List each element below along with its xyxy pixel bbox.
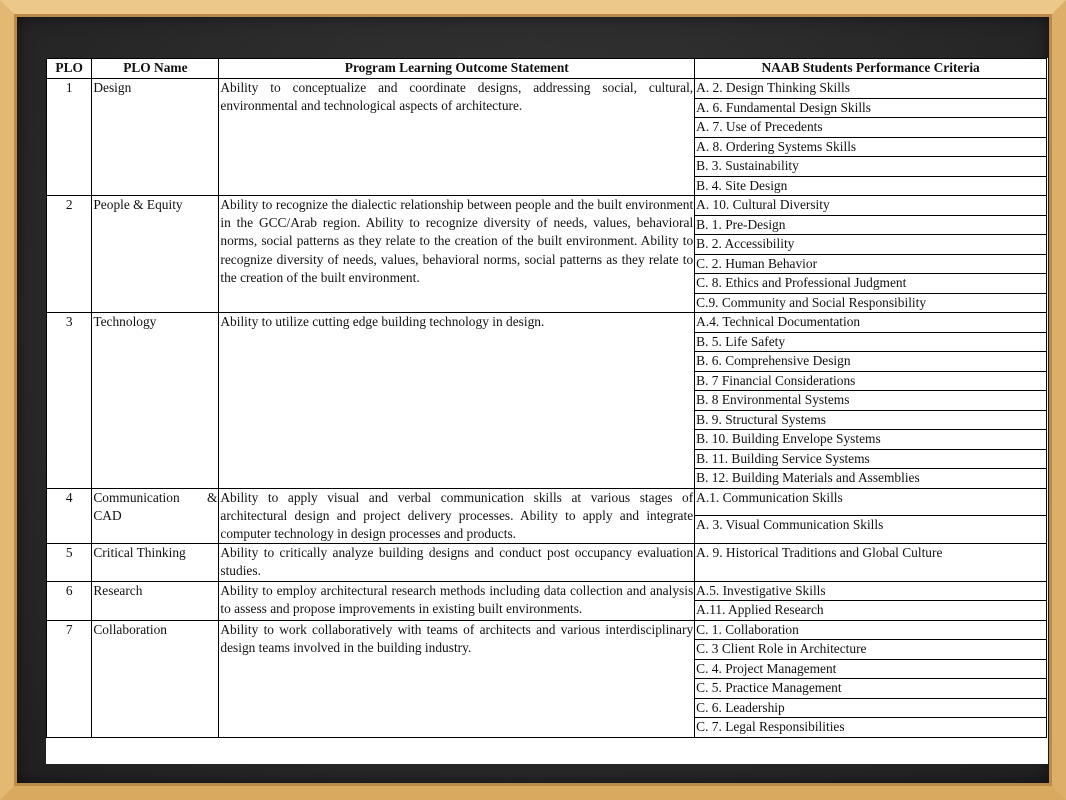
criteria-item: A.5. Investigative Skills: [695, 581, 1047, 601]
table-row: [47, 620, 1047, 640]
plo-statement: Ability to apply visual and verbal communication skills at various stages of architectural design and project delivery processes. Ability to apply and integrate computer technology in design processes and products.: [219, 488, 695, 544]
criteria-item: C. 3 Client Role in Architecture: [695, 640, 1047, 660]
plo-name: People & Equity: [92, 196, 219, 313]
plo-number: 6: [47, 581, 92, 620]
table-row: [47, 544, 1047, 581]
criteria-item: B. 8 Environmental Systems: [695, 391, 1047, 411]
header-plo: PLO: [47, 59, 92, 79]
plo-number: 5: [47, 544, 92, 581]
criteria-item: C. 4. Project Management: [695, 659, 1047, 679]
criteria-item: C.9. Community and Social Responsibility: [695, 293, 1047, 313]
plo-statement: Ability to critically analyze building designs and conduct post occupancy evaluation studies.: [219, 544, 695, 581]
plo-number: 1: [47, 79, 92, 196]
criteria-item: B. 5. Life Safety: [695, 332, 1047, 352]
plo-name: Critical Thinking: [92, 544, 219, 581]
criteria-item: B. 10. Building Envelope Systems: [695, 430, 1047, 450]
criteria-item: B. 3. Sustainability: [695, 157, 1047, 177]
criteria-item: C. 8. Ethics and Professional Judgment: [695, 274, 1047, 294]
table-row: [47, 196, 1047, 216]
criteria-item: A. 2. Design Thinking Skills: [695, 79, 1047, 99]
criteria-item: A. 7. Use of Precedents: [695, 118, 1047, 138]
plo-statement: Ability to utilize cutting edge building technology in design.: [219, 313, 695, 489]
plo-number: 7: [47, 620, 92, 737]
header-row: [47, 59, 1047, 79]
plo-statement: Ability to recognize the dialectic relationship between people and the built environment in the GCC/Arab region. Ability to recognize diversity of needs, values, behavioral norms, social patterns as they relate to the creation of the built environment. Ability to recognize diversity of needs, values, behavioral norms, social patterns as they relate to the creation of the built environment.: [219, 196, 695, 313]
plo-statement: Ability to conceptualize and coordinate designs, addressing social, cultural, environmental and technological aspects of architecture.: [219, 79, 695, 196]
criteria-item: A.1. Communication Skills: [695, 488, 1047, 516]
table-row: [47, 313, 1047, 333]
criteria-item: A. 6. Fundamental Design Skills: [695, 98, 1047, 118]
plo-name: Collaboration: [92, 620, 219, 737]
plo-number: 2: [47, 196, 92, 313]
criteria-item: A. 3. Visual Communication Skills: [695, 516, 1047, 544]
criteria-item: B. 4. Site Design: [695, 176, 1047, 196]
table-body: [47, 79, 1047, 738]
header-statement: Program Learning Outcome Statement: [219, 59, 695, 79]
criteria-item: A.4. Technical Documentation: [695, 313, 1047, 333]
plo-statement: Ability to employ architectural research methods including data collection and analysis to assess and propose improvements in existing built environments.: [219, 581, 695, 620]
criteria-item: B. 12. Building Materials and Assemblies: [695, 469, 1047, 489]
plo-name: Research: [92, 581, 219, 620]
plo-table: [46, 58, 1047, 738]
criteria-item: B. 1. Pre-Design: [695, 215, 1047, 235]
table-row: [47, 79, 1047, 99]
table-row: [47, 581, 1047, 601]
plo-name: Communication & CAD: [92, 488, 219, 544]
criteria-item: A. 10. Cultural Diversity: [695, 196, 1047, 216]
criteria-item: B. 11. Building Service Systems: [695, 449, 1047, 469]
document-sheet: [46, 58, 1048, 764]
plo-number: 4: [47, 488, 92, 544]
criteria-item: B. 7 Financial Considerations: [695, 371, 1047, 391]
header-plo-name: PLO Name: [92, 59, 219, 79]
criteria-item: B. 2. Accessibility: [695, 235, 1047, 255]
criteria-item: C. 6. Leadership: [695, 698, 1047, 718]
criteria-item: C. 1. Collaboration: [695, 620, 1047, 640]
criteria-item: B. 9. Structural Systems: [695, 410, 1047, 430]
plo-number: 3: [47, 313, 92, 489]
criteria-item: A. 9. Historical Traditions and Global Culture: [695, 544, 1047, 581]
criteria-item: C. 7. Legal Responsibilities: [695, 718, 1047, 738]
plo-name: Technology: [92, 313, 219, 489]
criteria-item: C. 2. Human Behavior: [695, 254, 1047, 274]
plo-statement: Ability to work collaboratively with teams of architects and various interdisciplinary design teams involved in the building industry.: [219, 620, 695, 737]
criteria-item: C. 5. Practice Management: [695, 679, 1047, 699]
criteria-item: A. 8. Ordering Systems Skills: [695, 137, 1047, 157]
criteria-item: A.11. Applied Research: [695, 601, 1047, 621]
header-criteria: NAAB Students Performance Criteria: [695, 59, 1047, 79]
criteria-item: B. 6. Comprehensive Design: [695, 352, 1047, 372]
plo-name: Design: [92, 79, 219, 196]
table-row: [47, 488, 1047, 516]
